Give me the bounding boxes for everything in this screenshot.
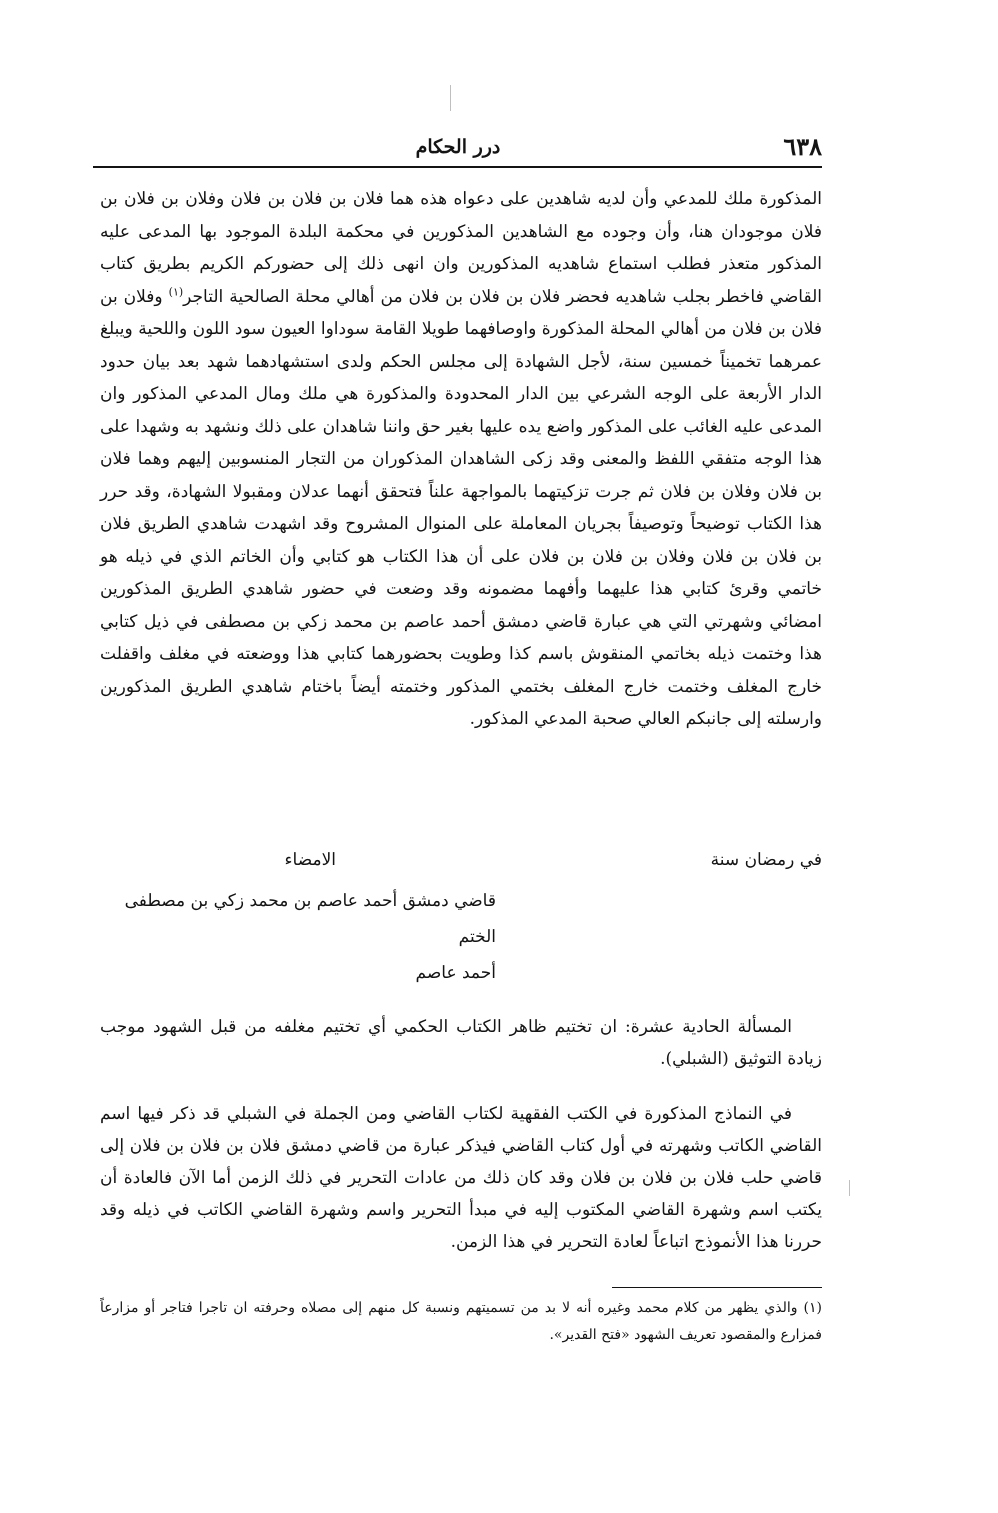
- footnote-text: (١) والذي يظهر من كلام محمد وغيره أنه لا بد من تسميتهم ونسبة كل منهم إلى مصلاه وحرفته ان تاجرا فتاجر أو مزارعاً فمزارع والمقصود تعريف الشهود «فتح القدير».: [100, 1300, 822, 1343]
- page-number: ٦٣٨: [783, 132, 822, 161]
- scan-mark-top: [450, 85, 451, 111]
- models-note: [100, 1098, 822, 1258]
- letter-date: في رمضان سنة: [710, 850, 822, 870]
- issue-eleven: [100, 1011, 822, 1075]
- seal-name: أحمد عاصم: [415, 963, 496, 983]
- main-paragraph: [100, 183, 822, 736]
- footnote-reference: (١): [168, 284, 184, 298]
- main-paragraph-part-1: المذكورة ملك للمدعي وأن لديه شاهدين على دعواه هذه هما فلان بن فلان بن فلان وفلان بن فلان بن فلان موجودان هنا، وأن وجوده مع الشاهدين المذكورين في محكمة البلدة الموجود بها المدعى عليه المذكور متعذر فطلب استماع شاهديه المذكورين وان انهى ذلك إلى حضوركم الكريم بطريق كتاب القاضي فاخطر بجلب شاهديه فحضر فلان بن فلان بن فلان من أهالي محلة الصالحية التاجر: [100, 189, 822, 307]
- page-header: [93, 130, 822, 166]
- seal-label: الختم: [458, 927, 496, 947]
- signature-label: الامضاء: [284, 850, 336, 870]
- models-note-text: في النماذج المذكورة في الكتب الفقهية لكتاب القاضي ومن الجملة في الشبلي قد ذكر فيها اسم القاضي الكاتب وشهرته في أول كتاب القاضي فيذكر عبارة من قاضي دمشق فلان بن فلان بن فلان إلى قاضي حلب فلان بن فلان بن فلان وقد كان ذلك من عادات التحرير في ذلك الزمن أما الآن فالعادة أن يكتب اسم وشهرة القاضي المكتوب إليه في مبدأ التحرير واسم وشهرة القاضي الكاتب في ذيله وقد حررنا هذا الأنموذج اتباعاً لعادة التحرير في هذا الزمن.: [100, 1104, 822, 1252]
- main-paragraph-part-2: وفلان بن فلان بن فلان من أهالي المحلة المذكورة واوصافهما طويلا القامة سوداوا العيون سود اللون واللحية ويبلغ عمرهما تخميناً خمسين سنة، لأجل الشهادة إلى مجلس الحكم ولدى استشهادهما شهد بعد بيان حدود الدار الأربعة على الوجه الشرعي بين الدار المحدودة والمذكورة هي ملك ومال المدعي المذكور وان المدعى عليه الغائب على المذكور واضع يده عليها بغير حق واننا شاهدان على ذلك ونشهد به وشهدا على هذا الوجه متفقي اللفظ والمعنى وقد زكى الشاهدان المذكوران من التجار المنسوبين إليهم وهما فلان بن فلان وفلان بن فلان ثم جرت تزكيتهما بالمواجهة علناً فتحقق أنهما عدلان ومقبولا الشهادة، وقد حرر هذا الكتاب توضيحاً وتوصيفاً بجريان المعاملة على المنوال المشروح وقد اشهدت شاهدي الطريق فلان بن فلان بن فلان وفلان بن فلان بن فلان على أن هذا الكتاب هو كتابي وأن الخاتم الذي في ذيله هو خاتمي وقرئ كتابي هذا عليهما وأفهما مضمونه وقد وضعت في حضور شاهدي الطريق المذكورين امضائي وشهرتي التي هي عبارة قاضي دمشق أحمد عاصم بن محمد زكي بن مصطفى في ذيل كتابي هذا وختمت ذيله بخاتمي المنقوش باسم كذا وطويت بحضورهما كتابي هذا ووضعته في مغلف واقفلت خارج المغلف وختمت خارج المغلف بختمي المذكور وختمته أيضاً باختام شاهدي الطريق المذكورين وارسلته إلى جانبكم العالي صحبة المدعي المذكور.: [100, 286, 822, 729]
- running-title: درر الحكام: [415, 136, 501, 158]
- signature-block: [100, 883, 822, 991]
- main-text: [100, 183, 822, 736]
- header-rule: [93, 166, 822, 168]
- footnote: [100, 1295, 822, 1349]
- issue-eleven-text: المسألة الحادية عشرة: ان تختيم ظاهر الكتاب الحكمي أي تختيم مغلفه من قبل الشهود موجب زيادة التوثيق (الشبلي).: [100, 1017, 822, 1069]
- signer-name: قاضي دمشق أحمد عاصم بن محمد زكي بن مصطفى: [124, 891, 496, 911]
- footnote-rule: [612, 1287, 822, 1288]
- scan-mark-side: [849, 1180, 850, 1196]
- date-signature-line: [100, 845, 822, 875]
